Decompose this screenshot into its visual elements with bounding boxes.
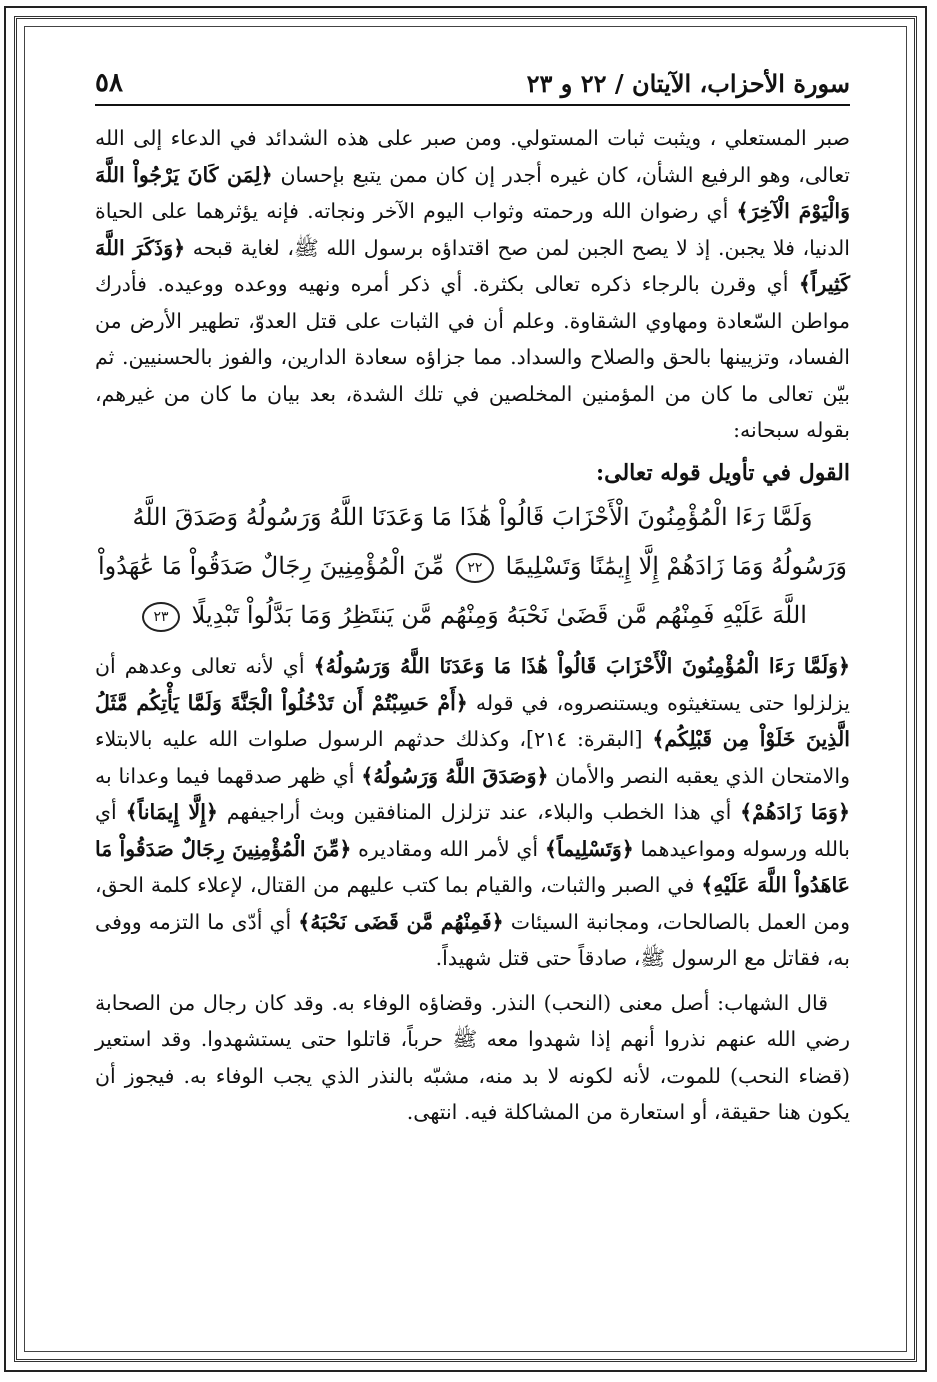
- commentary-text: أي لأمر الله ومقاديره: [358, 836, 539, 861]
- commentary-text: أي بالله ورسوله ومواعيدهما: [95, 800, 850, 861]
- verse-quote: ﴿لِمَن كَانَ يَرْجُواْ اللَّهَ وَالْيَوْمَ الْآخِرَ﴾: [95, 162, 850, 223]
- quran-block: [95, 493, 850, 640]
- page: [95, 58, 850, 1348]
- intro-text-2: أي رضوان الله ورحمته وثواب اليوم الآخر ونجاته. فإنه يؤثرهما على الحياة الدنيا، فلا يجبن. إذ لا يصح الجبن لمن صح اقتداؤه برسول الله ﷺ، لغاية قبحه: [95, 199, 850, 260]
- commentary-paragraph: [95, 648, 850, 977]
- commentary-text: أي لأنه تعالى وعدهم أن يزلزلوا حتى يستغيثوه ويستنصروه، في قوله: [95, 654, 850, 715]
- verse-quote: ﴿وَمَا زَادَهُمْ﴾: [740, 800, 850, 824]
- commentary-text: في الصبر والثبات، والقيام بما كتب عليهم من القتال، لإعلاء كلمة الحق، ومن العمل بالصالحات، ومجانبة السيئات: [95, 873, 850, 934]
- final-paragraph: قال الشهاب: أصل معنى (النحب) النذر. وقضاؤه الوفاء به. وقد كان رجال من الصحابة رضي الله عنهم نذروا أنهم إذا شهدوا معه ﷺ حرباً، قاتلوا حتى يستشهدوا. وقد استعير (قضاء النحب) للموت، لأنه لكونه لا بد منه، مشبّه بالنذر الذي يجب الوفاء به. فيجوز أن يكون هنا حقيقة، أو استعارة من المشاكلة فيه. انتهى.: [95, 990, 850, 1124]
- section-heading: القول في تأويل قوله تعالى:: [596, 459, 850, 486]
- ayah-number-marker: ٢٣: [142, 602, 180, 632]
- commentary-text: أي هذا الخطب والبلاء، عند تزلزل المنافقين وبث أراجيفهم: [226, 800, 732, 824]
- verse-quote: ﴿وَصَدَقَ اللَّهُ وَرَسُولُهُ﴾: [361, 763, 549, 788]
- verse-quote: ﴿إِلَّا إِيمَاناً﴾: [125, 800, 218, 824]
- page-header: [95, 58, 850, 106]
- running-title: سورة الأحزاب، الآيتان / ٢٢ و ٢٣: [526, 69, 850, 98]
- intro-text-1: صبر المستعلي ، ويثبت ثبات المستولي. ومن صبر على هذه الشدائد في الدعاء إلى الله تعالى، وهو الرفيع الشأن، كان غيره أجدر إن كان ممن يتبع بإحسان: [95, 126, 850, 187]
- ayah-23-text: مِّنَ الْمُؤْمِنِينَ رِجَالٌ صَدَقُواْ مَا عَٰهَدُواْ اللَّهَ عَلَيْهِ فَمِنْهُم مَّن قَضَىٰ نَحْبَهُ وَمِنْهُم مَّن يَنتَظِرُ وَمَا بَدَّلُواْ تَبْدِيلًا: [97, 552, 807, 629]
- page-content: [95, 120, 850, 1131]
- verse-quote: ﴿وَلَمَّا رَءَا الْمُؤْمِنُونَ الْأَحْزَابَ قَالُواْ هَٰذَا مَا وَعَدَنَا اللَّهُ وَرَسُولُهُ﴾: [313, 654, 850, 678]
- verse-quote: ﴿وَتَسْلِيماً﴾: [544, 836, 634, 861]
- verse-quote: ﴿مِّنَ الْمُؤْمِنِينَ رِجَالٌ صَدَقُواْ مَا عَاهَدُواْ اللَّهَ عَلَيْهِ﴾: [95, 836, 850, 897]
- intro-paragraph: [95, 120, 850, 449]
- verse-quote: ﴿أَمْ حَسِبْتُمْ أَن تَدْخُلُواْ الْجَنَّةَ وَلَمَّا يَأْتِكُم مَّثَلُ الَّذِينَ خَلَوْاْ مِن قَبْلِكُم﴾: [95, 690, 850, 751]
- ayah-22-text: وَلَمَّا رَءَا الْمُؤْمِنُونَ الْأَحْزَابَ قَالُواْ هَٰذَا مَا وَعَدَنَا اللَّهُ وَرَسُولُهُ وَصَدَقَ اللَّهُ وَرَسُولُهُ وَمَا زَادَهُمْ إِلَّا إِيمَٰنًا وَتَسْلِيمًا: [132, 503, 848, 580]
- commentary-text: أي ظهر صدقهما فيما وعدانا به: [95, 763, 355, 788]
- ayah-number-marker: ٢٢: [456, 553, 494, 583]
- verse-quote: ﴿فَمِنْهُم مَّن قَضَى نَحْبَهُ﴾: [298, 909, 504, 934]
- page-number: ٥٨: [95, 68, 123, 98]
- commentary-text: أي أدّى ما التزمه ووفى به، فقاتل مع الرسول ﷺ، صادقاً حتى قتل شهيداً.: [95, 909, 850, 970]
- commentary-text: [البقرة: ٢١٤]، وكذلك حدثهم الرسول صلوات الله عليه بالابتلاء والامتحان الذي يعقبه النصر والأمان: [95, 727, 850, 788]
- verse-quote: ﴿وَذَكَرَ اللَّهَ كَثِيراً﴾: [95, 235, 850, 296]
- intro-text-3: أي وقرن بالرجاء ذكره تعالى بكثرة. أي ذكر أمره ونهيه ووعده ووعيده. فأدرك مواطن السّعادة ومهاوي الشقاوة. وعلم أن في الثبات على قتل العدوّ، تطهير الأرض من الفساد، وتزيينها بالحق والصلاح والسداد. مما جزاؤه سعادة الدارين، والفوز بالحسنيين. ثم بيّن تعالى ما كان من المؤمنين المخلصين في تلك الشدة، بعد بيان ما كان من غيرهم، بقوله سبحانه:: [95, 272, 850, 442]
